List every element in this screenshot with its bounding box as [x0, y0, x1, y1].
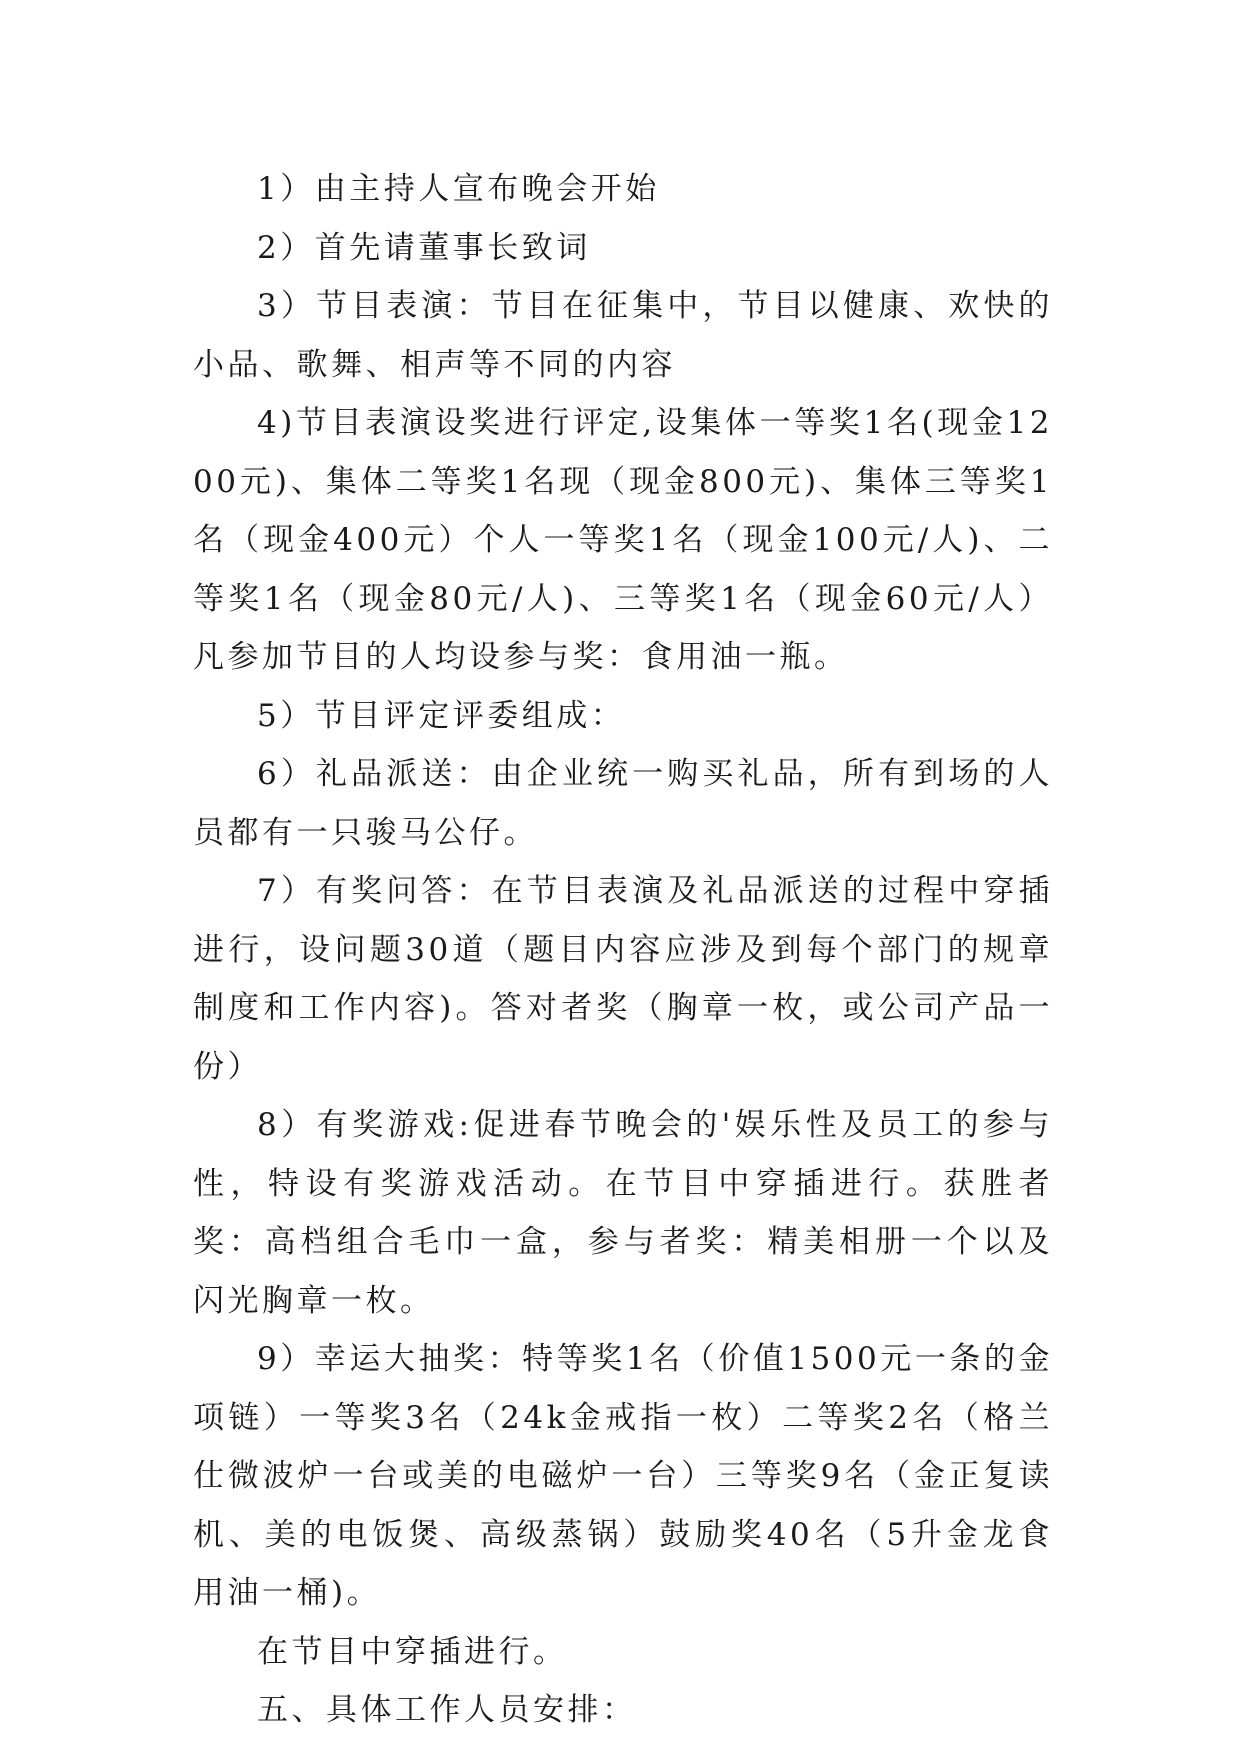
paragraph-quiz: 7）有奖问答：在节目表演及礼品派送的过程中穿插进行，设问题30道（题目内容应涉及到每个部门的规章制度和工作内容)。答对者奖（胸章一枚，或公司产品一份）	[193, 873, 1053, 1085]
paragraph-interspersed: 在节目中穿插进行。	[257, 1633, 568, 1670]
paragraph-lucky-draw: 9）幸运大抽奖：特等奖1名（价值1500元一条的金项链）一等奖3名（24k金戒指一枚）二等奖2名（格兰仕微波炉一台或美的电磁炉一台）三等奖9名（金正复读机、美的电饭煲、高级蒸锅）鼓励奖40名（5升金龙食用油一桶)。	[193, 1341, 1053, 1611]
section-heading-staff-arrangement: 五、具体工作人员安排：	[257, 1692, 637, 1728]
paragraph-chairman-speech: 2）首先请董事长致词	[257, 229, 591, 266]
paragraph-judges: 5）节目评定评委组成：	[257, 697, 626, 734]
paragraph-games: 8）有奖游戏:促进春节晚会的'娱乐性及员工的参与性，特设有奖游戏活动。在节目中穿插进行。获胜者奖：高档组合毛巾一盒，参与者奖：精美相册一个以及闪光胸章一枚。	[193, 1107, 1053, 1319]
paragraph-opening-announcement: 1）由主持人宣布晚会开始	[257, 171, 660, 207]
paragraph-performances: 3）节目表演：节目在征集中，节目以健康、欢快的小品、歌舞、相声等不同的内容	[193, 288, 1053, 383]
paragraph-gift-distribution: 6）礼品派送：由企业统一购买礼品，所有到场的人员都有一只骏马公仔。	[193, 756, 1053, 851]
document-body	[193, 160, 1053, 1740]
paragraph-performance-awards: 4)节目表演设奖进行评定,设集体一等奖1名(现金1200元)、集体二等奖1名现（现金800元)、集体三等奖1名（现金400元）个人一等奖1名（现金100元/人)、二等奖1名（现金80元/人)、三等奖1名（现金60元/人）凡参加节目的人均设参与奖：食用油一瓶。	[193, 405, 1053, 675]
